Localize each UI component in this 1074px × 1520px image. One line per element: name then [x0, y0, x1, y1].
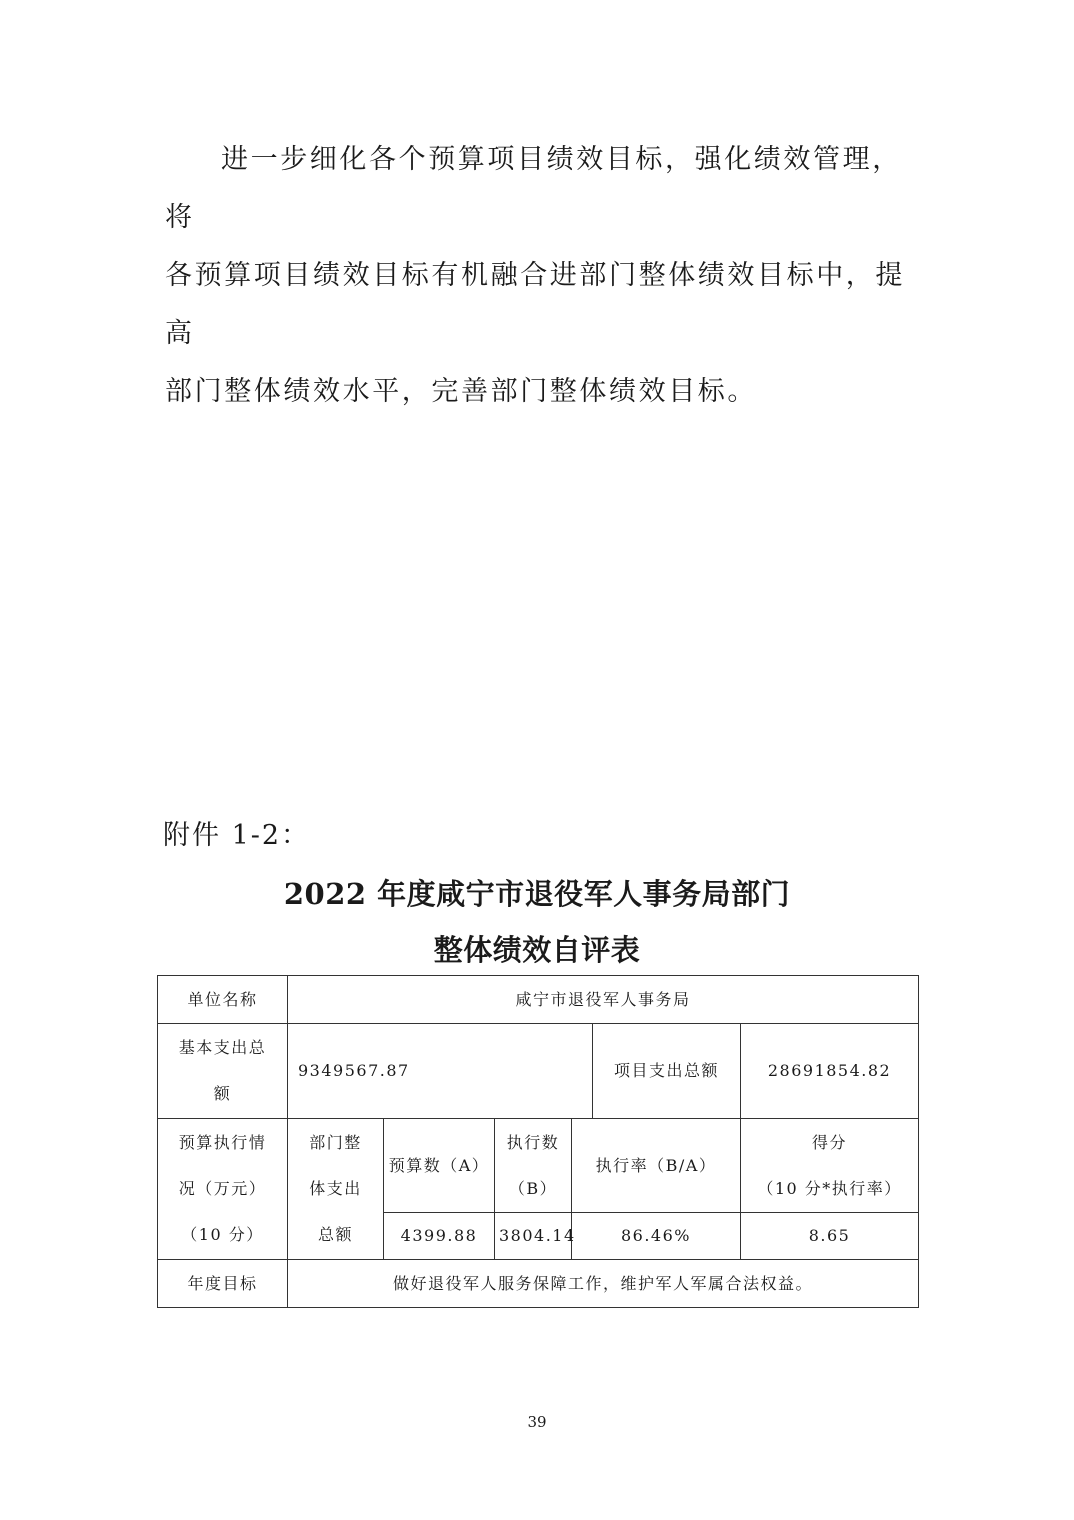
paragraph-line-3: 部门整体绩效水平，完善部门整体绩效目标。	[165, 376, 757, 407]
annual-goal-value: 做好退役军人服务保障工作，维护军人军属合法权益。	[288, 1260, 919, 1308]
body-paragraph	[165, 131, 925, 421]
table-title-line-2: 整体绩效自评表	[433, 933, 641, 967]
row-annual-goal	[158, 1260, 919, 1308]
paragraph-line-1: 进一步细化各个预算项目绩效目标，强化绩效管理，将	[165, 144, 902, 233]
dept-total-label-line-1: 部门整	[309, 1133, 362, 1152]
score-header	[741, 1119, 919, 1213]
dept-total-label-line-3: 总额	[317, 1225, 353, 1244]
budget-a-header: 预算数（A）	[384, 1119, 495, 1213]
exec-b-value: 3804.14	[495, 1213, 572, 1260]
exec-b-header	[495, 1119, 572, 1213]
budget-execution-label-line-3: （10 分）	[181, 1225, 264, 1244]
score-value: 8.65	[741, 1213, 919, 1260]
basic-expenditure-value: 9349567.87	[288, 1024, 593, 1119]
basic-expenditure-label	[158, 1024, 288, 1119]
row-budget-header	[158, 1119, 919, 1213]
dept-total-label-line-2: 体支出	[309, 1179, 362, 1198]
score-header-line-1: 得分	[812, 1132, 848, 1152]
unit-name-value: 咸宁市退役军人事务局	[288, 976, 919, 1024]
annex-label: 附件 1-2：	[163, 820, 311, 851]
budget-execution-label-line-2: 况（万元）	[178, 1179, 267, 1198]
row-expenditure	[158, 1024, 919, 1119]
basic-expenditure-label-line-1: 基本支出总	[178, 1038, 267, 1057]
dept-total-expenditure-label	[288, 1119, 384, 1260]
basic-expenditure-label-line-2: 额	[213, 1084, 232, 1103]
execution-rate-header: 执行率（B/A）	[572, 1119, 741, 1213]
annual-goal-label: 年度目标	[158, 1260, 288, 1308]
execution-rate-value: 86.46%	[572, 1213, 741, 1260]
exec-b-header-line-2: （B）	[508, 1178, 558, 1198]
page-number: 39	[527, 1413, 547, 1431]
row-unit-name	[158, 976, 919, 1024]
unit-name-label: 单位名称	[158, 976, 288, 1024]
budget-execution-label-line-1: 预算执行情	[178, 1133, 267, 1152]
score-header-line-2: （10 分*执行率）	[757, 1178, 902, 1198]
performance-table	[157, 975, 919, 1308]
table-title-line-1: 2022 年度咸宁市退役军人事务局部门	[283, 877, 791, 911]
budget-a-value: 4399.88	[384, 1213, 495, 1260]
exec-b-header-line-1: 执行数	[506, 1132, 560, 1152]
budget-execution-label	[158, 1119, 288, 1260]
paragraph-line-2: 各预算项目绩效目标有机融合进部门整体绩效目标中，提高	[165, 260, 905, 349]
project-expenditure-value: 28691854.82	[741, 1024, 919, 1119]
project-expenditure-label: 项目支出总额	[593, 1024, 741, 1119]
